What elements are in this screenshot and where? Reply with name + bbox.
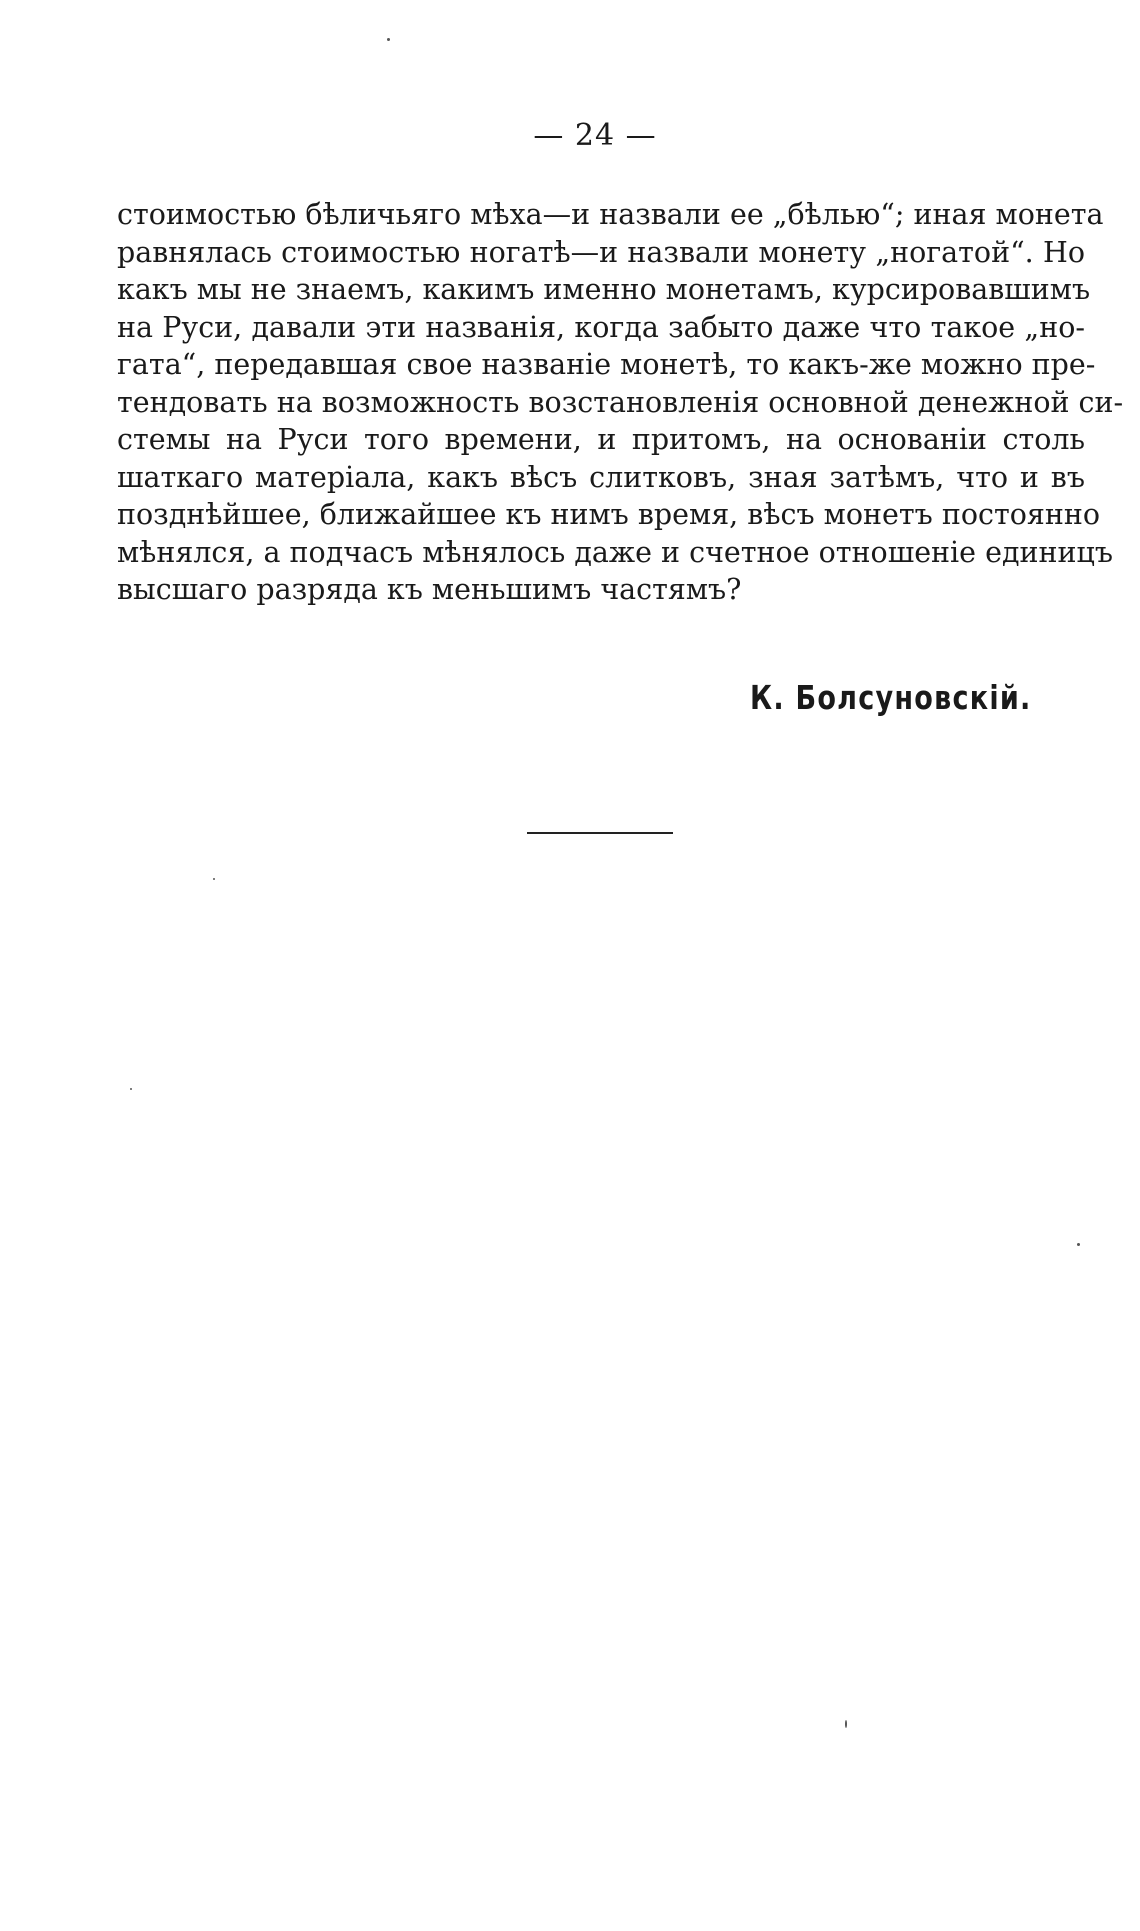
text-line: позднѣйшее, ближайшее къ нимъ время, вѣсъ монетъ постоянно <box>117 498 1100 531</box>
scan-speck <box>1077 1243 1080 1246</box>
body-text <box>117 196 1124 609</box>
scan-speck <box>387 38 390 41</box>
text-line: тендовать на возможность возстановленія основной денежной си- <box>117 385 1124 419</box>
text-line: стемы на Руси того времени, и притомъ, на основаніи столь <box>117 423 1085 456</box>
end-rule <box>527 832 673 834</box>
text-line: равнялась стоимостью ногатѣ—и назвали монету „ногатой“. Но <box>117 235 1085 269</box>
text-line: шаткаго матеріала, какъ вѣсъ слитковъ, зная затѣмъ, что и въ <box>117 460 1085 494</box>
text-line: какъ мы не знаемъ, какимъ именно монетамъ, курсировавшимъ <box>117 273 1091 306</box>
scan-speck <box>845 1720 847 1728</box>
text-line: стоимостью бѣличьяго мѣха—и назвали ее „бѣлью“; иная монета <box>117 198 1104 231</box>
scan-speck <box>213 878 215 880</box>
text-line: на Руси, давали эти названія, когда забыто даже что такое „но- <box>117 310 1085 344</box>
text-line: высшаго разряда къ меньшимъ частямъ? <box>117 573 742 606</box>
page-number: — 24 — <box>533 118 657 153</box>
text-line: мѣнялся, а подчасъ мѣнялось даже и счетное отношеніе единицъ <box>117 535 1113 569</box>
scan-speck <box>130 1088 132 1090</box>
author-signature: К. Болсуновскій. <box>750 678 1032 717</box>
text-line: гата“, передавшая свое названіе монетѣ, то какъ-же можно пре- <box>117 348 1096 381</box>
